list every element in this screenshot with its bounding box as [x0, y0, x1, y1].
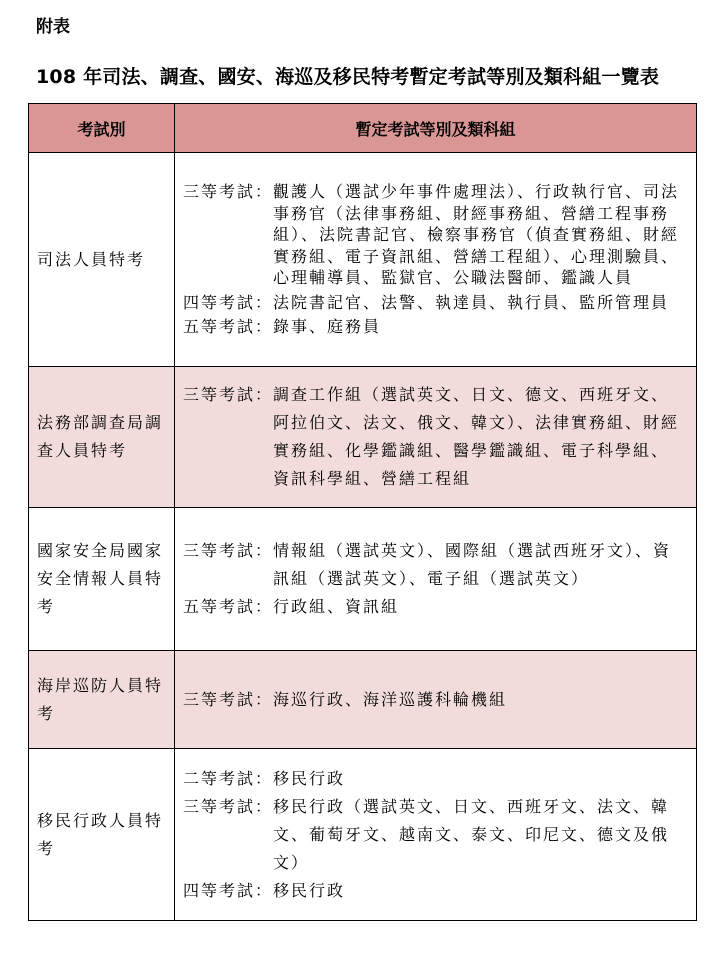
- level-subjects: 情報組（選試英文）、國際組（選試西班牙文）、資訊組（選試英文）、電子組（選試英文）: [273, 541, 672, 588]
- level-entry: [183, 181, 686, 289]
- exam-levels-cell: [175, 153, 697, 367]
- level-subjects: 移民行政（選試英文、日文、西班牙文、法文、韓文、葡萄牙文、越南文、泰文、印尼文、德文及俄文）: [273, 796, 670, 872]
- level-label: 四等考試：: [183, 292, 274, 312]
- level-label: 三等考試：: [183, 541, 274, 560]
- exam-category-investigation: 法務部調查局調查人員特考: [29, 367, 175, 508]
- level-entry: [183, 292, 686, 314]
- level-label: 二等考試：: [183, 768, 274, 788]
- level-entry: [183, 765, 686, 793]
- appendix-label: 附表: [36, 17, 70, 37]
- level-entry: [183, 316, 686, 338]
- level-subjects: 法院書記官、法警、執達員、執行員、監所管理員: [273, 292, 670, 312]
- column-header-levels: 暫定考試等別及類科組: [175, 104, 697, 153]
- table-header-row: [29, 104, 697, 153]
- exam-category-national-security: 國家安全局國家安全情報人員特考: [29, 508, 175, 651]
- exam-levels-cell: [175, 508, 697, 651]
- exam-category-coast-guard: 海岸巡防人員特考: [29, 651, 175, 749]
- level-entry: [183, 381, 686, 493]
- level-entry: [183, 877, 686, 905]
- level-label: 五等考試：: [183, 597, 274, 616]
- level-entry: [183, 593, 686, 621]
- level-label: 三等考試：: [183, 385, 274, 404]
- table-row: [29, 367, 697, 508]
- exam-category-judicial: 司法人員特考: [29, 153, 175, 367]
- table-row: [29, 508, 697, 651]
- exam-levels-cell: [175, 367, 697, 508]
- exam-levels-cell: [175, 749, 697, 921]
- level-label: 三等考試：: [183, 689, 274, 709]
- exam-categories-table: [28, 103, 697, 921]
- exam-category-immigration: 移民行政人員特考: [29, 749, 175, 921]
- table-row: [29, 153, 697, 367]
- level-subjects: 移民行政: [273, 880, 346, 900]
- level-label: 四等考試：: [183, 880, 274, 900]
- document-title: 108 年司法、調查、國安、海巡及移民特考暫定考試等別及類科組一覽表: [36, 66, 660, 88]
- level-label: 三等考試：: [183, 182, 274, 202]
- level-subjects: 海巡行政、海洋巡護科輪機組: [273, 689, 508, 709]
- level-entry: [183, 537, 686, 593]
- level-subjects: 錄事、庭務員: [273, 317, 382, 337]
- level-label: 三等考試：: [183, 796, 274, 816]
- level-subjects: 行政組、資訊組: [273, 597, 400, 616]
- level-subjects: 移民行政: [273, 768, 346, 788]
- level-label: 五等考試：: [183, 317, 274, 337]
- level-subjects: 調查工作組（選試英文、日文、德文、西班牙文、阿拉伯文、法文、俄文、韓文）、法律實務組、財經實務組、化學鑑識組、醫學鑑識組、電子科學組、資訊科學組、營繕工程組: [273, 385, 680, 488]
- level-subjects: 觀護人（選試少年事件處理法）、行政執行官、司法事務官（法律事務組、財經事務組、營繕工程事務組）、法院書記官、檢察事務官（偵查實務組、財經實務組、電子資訊組、營繕工程組）、心理測驗員、心理輔導員、監獄官、公職法醫師、鑑識人員: [273, 182, 680, 288]
- level-entry: [183, 793, 686, 877]
- table-row: [29, 749, 697, 921]
- exam-levels-cell: [175, 651, 697, 749]
- table-row: [29, 651, 697, 749]
- column-header-exam: 考試別: [29, 104, 175, 153]
- level-entry: [183, 686, 686, 714]
